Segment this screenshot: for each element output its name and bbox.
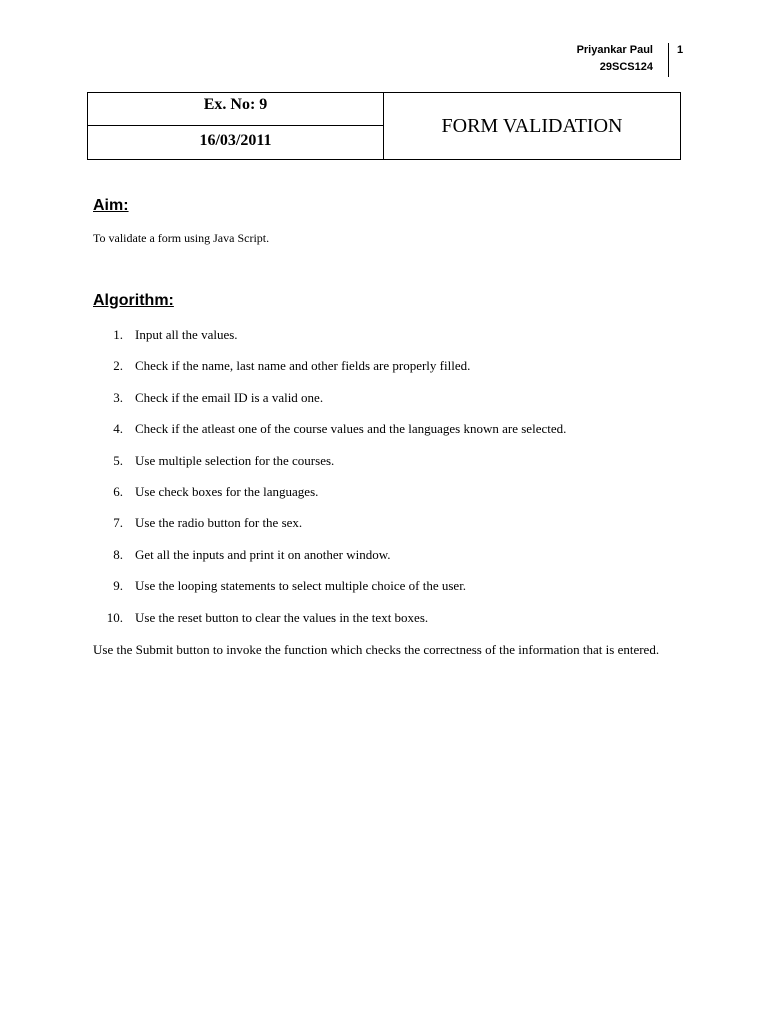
exercise-number: Ex. No: 9 xyxy=(88,93,384,126)
step-number: 7. xyxy=(113,515,123,531)
step-number: 5. xyxy=(113,452,123,468)
step-text: Use the looping statements to select multiple choice of the user. xyxy=(135,578,467,594)
algorithm-heading: Algorithm: xyxy=(93,292,174,309)
algorithm-step xyxy=(93,452,693,483)
step-text: Use the radio button for the sex. xyxy=(135,515,303,531)
algorithm-step xyxy=(93,420,693,451)
algorithm-step xyxy=(93,326,693,357)
step-text: Use the reset button to clear the values in the text boxes. xyxy=(135,609,429,625)
roll-number: 29SCS124 xyxy=(599,61,653,73)
step-text: Input all the values. xyxy=(135,327,238,342)
page-number: 1 xyxy=(677,44,684,56)
step-number: 10. xyxy=(106,609,123,625)
step-number: 8. xyxy=(113,546,123,562)
exercise-title: FORM VALIDATION xyxy=(441,115,623,137)
step-text: Get all the inputs and print it on another window. xyxy=(135,546,391,562)
aim-heading: Aim: xyxy=(93,197,129,214)
closing-paragraph: Use the Submit button to invoke the function which checks the correctness of the information that is entered. xyxy=(93,642,660,657)
title-table xyxy=(87,92,681,160)
algorithm-step xyxy=(93,609,693,640)
step-number: 3. xyxy=(113,389,123,405)
algorithm-step xyxy=(93,514,693,545)
exercise-date: 16/03/2011 xyxy=(88,126,384,159)
algorithm-step xyxy=(93,577,693,608)
algorithm-step xyxy=(93,483,693,514)
algorithm-list xyxy=(93,326,693,640)
step-text: Check if the email ID is a valid one. xyxy=(135,389,324,405)
step-text: Use check boxes for the languages. xyxy=(135,483,319,499)
step-number: 9. xyxy=(113,578,123,594)
aim-text: To validate a form using Java Script. xyxy=(93,231,270,245)
step-text: Check if the name, last name and other fields are properly filled. xyxy=(135,358,471,374)
step-number: 4. xyxy=(113,421,123,437)
header-divider xyxy=(668,43,669,77)
step-number: 1. xyxy=(113,327,123,342)
algorithm-step xyxy=(93,546,693,577)
algorithm-step xyxy=(93,389,693,420)
author-name: Priyankar Paul xyxy=(576,44,653,56)
step-text: Check if the atleast one of the course values and the languages known are selected. xyxy=(135,421,567,437)
page-header xyxy=(540,43,760,77)
step-number: 2. xyxy=(113,358,123,374)
step-text: Use multiple selection for the courses. xyxy=(135,452,335,468)
step-number: 6. xyxy=(113,483,123,499)
algorithm-step xyxy=(93,357,693,388)
